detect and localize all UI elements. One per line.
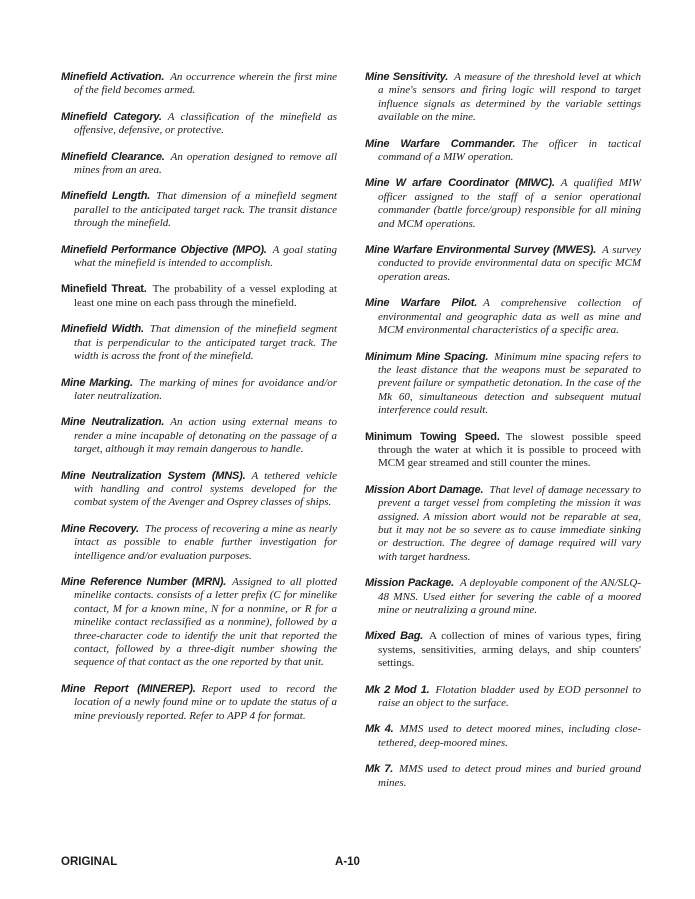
glossary-entry — [61, 244, 337, 271]
glossary-entry — [365, 577, 641, 617]
footer-page-number: A-10 — [335, 856, 360, 868]
glossary-entry — [61, 190, 337, 230]
glossary-entry — [365, 297, 641, 337]
glossary-term: Minefield Length. — [61, 190, 151, 203]
glossary-definition: Flotation bladder used by EOD personnel to raise an object to the surface. — [378, 683, 641, 710]
glossary-term: Mk 7. — [365, 763, 394, 776]
glossary-entry — [365, 177, 641, 231]
glossary-entry — [61, 111, 337, 138]
glossary-entry — [61, 377, 337, 404]
glossary-definition: The officer in tactical command of a MIW operation. — [378, 137, 641, 164]
glossary-term: Minefield Activation. — [61, 71, 165, 83]
glossary-entry — [61, 323, 337, 363]
glossary-definition: That level of damage necessary to prevent a target vessel from completing the mission it was assigned. A mission abort would not be reparable at sea, but it may not be so severe as to cause immediate sinking or destruction. The degree of damage required will vary with target hardness. — [378, 483, 641, 563]
glossary-definition: A classification of the minefield as offensive, defensive, or protective. — [74, 110, 337, 137]
glossary-term: Minefield Width. — [61, 323, 144, 336]
glossary-entry — [61, 71, 337, 98]
glossary-term: Mine W arfare Coordinator (MIWC). — [365, 177, 555, 190]
glossary-definition: MMS used to detect moored mines, including close-tethered, deep-moored mines. — [378, 723, 641, 749]
glossary-entry — [365, 431, 641, 471]
glossary-term: Minimum Mine Spacing. — [365, 350, 489, 363]
glossary-term: Minefield Threat. — [61, 283, 147, 296]
glossary-entry — [61, 416, 337, 456]
glossary-term: Mk 4. — [365, 723, 394, 736]
glossary-term: Minefield Performance Objective (MPO). — [61, 243, 267, 256]
left-column — [61, 71, 337, 803]
glossary-entry — [61, 683, 337, 723]
glossary-term: Mine Report (MINEREP). — [61, 682, 196, 695]
glossary-definition: That dimension of a minefield segment parallel to the anticipated target rack. The transit distance through the minefield. — [74, 190, 337, 230]
right-column — [365, 71, 641, 803]
glossary-definition: Assigned to all plotted minelike contacts. consists of a letter prefix (C for minelike contact, M for a known mine, N for a nonmine, or R for a minelike contact reclassified as a nonmine), followed by a three-character code to identify the unit that reported the contact, followed by a three-digit number showing the sequence of that contact as the one reported by that unit. — [74, 575, 337, 669]
glossary-entry — [365, 630, 641, 670]
glossary-term: Minefield Category. — [61, 110, 162, 123]
glossary-term: Mine Sensitivity. — [365, 71, 449, 83]
glossary-entry — [365, 351, 641, 418]
glossary-definition: A survey conducted to provide environmental data on specific MCM operation areas. — [378, 244, 641, 283]
glossary-definition: The marking of mines for avoidance and/or later neutralization. — [74, 376, 337, 402]
glossary-entry — [61, 470, 337, 510]
glossary-definition: The slowest possible speed through the water at which it is possible to proceed with MCM gear streamed and still counter the mines. — [378, 430, 641, 470]
glossary-definition: A comprehensive collection of environmental and geographic data as well as mine and MCM environmental characteristics of a specific area. — [378, 297, 641, 337]
glossary-entry — [61, 283, 337, 310]
glossary-term: Mine Warfare Commander. — [365, 137, 516, 150]
glossary-definition: A deployable component of the AN/SLQ-48 MNS. Used either for severing the cable of a moored mine or neutralizing a ground mine. — [378, 577, 641, 616]
glossary-definition: A qualified MIW officer assigned to the staff of a senior operational commander (battle force/group) responsible for all mining and MCM operations. — [378, 177, 641, 230]
glossary-definition: An operation designed to remove all mines from an area. — [74, 150, 338, 177]
glossary-definition: An action using external means to render a mine incapable of detonating on the passage of a target, although it may remain dangerous to handle. — [74, 416, 337, 456]
glossary-entry — [61, 523, 337, 563]
glossary-definition: A tethered vehicle with handling and control systems developed for the combat system of the Avenger and Osprey classes of ships. — [74, 469, 337, 509]
glossary-entry — [61, 576, 337, 670]
glossary-definition: Report used to record the location of a newly found mine or to update the status of a mine previously reported. Refer to APP 4 for format. — [74, 682, 337, 722]
glossary-term: Mine Reference Number (MRN). — [61, 575, 227, 588]
glossary-definition: Minimum mine spacing refers to the least distance that the weapons must be separated to prevent failure or sympathetic detonation. In the case of the Mk 60, simultaneous detection and subsequent mutual interference could result. — [378, 350, 641, 417]
glossary-term: Mission Abort Damage. — [365, 483, 484, 496]
glossary-entry — [365, 723, 641, 750]
glossary-term: Mine Marking. — [61, 376, 133, 389]
glossary-definition: MMS used to detect proud mines and buried ground mines. — [378, 763, 642, 789]
glossary-term: Mine Warfare Environmental Survey (MWES). — [365, 244, 597, 257]
glossary-term: Mine Recovery. — [61, 522, 139, 535]
glossary-term: Mine Warfare Pilot. — [365, 297, 478, 310]
glossary-entry — [365, 763, 641, 790]
glossary-entry — [365, 71, 641, 125]
glossary-term: Mission Package. — [365, 577, 454, 590]
glossary-definition: The process of recovering a mine as nearly intact as possible to enable further investigation for intelligence and/or evaluation purposes. — [74, 522, 337, 562]
glossary-entry — [61, 151, 337, 178]
glossary-definition: A measure of the threshold level at which a mine's sensors and firing logic will respond to target influence signals as determined by the variable settings available on the mine. — [378, 71, 641, 124]
glossary-term: Mine Neutralization. — [61, 416, 165, 429]
glossary-definition: A collection of mines of various types, firing systems, sensitivities, arming delays, and ship counters' settings. — [378, 630, 641, 670]
glossary-term: Mixed Bag. — [365, 630, 424, 643]
glossary-term: Mine Neutralization System (MNS). — [61, 469, 246, 482]
glossary-definition: The probability of a vessel exploding at least one mine on each pass through the minefield. — [74, 283, 337, 309]
glossary-definition: An occurrence wherein the first mine of the field becomes armed. — [74, 71, 337, 97]
glossary-entry — [365, 484, 641, 564]
glossary-term: Minimum Towing Speed. — [365, 430, 500, 443]
glossary-entry — [365, 684, 641, 711]
glossary-entry — [365, 244, 641, 284]
page-footer — [0, 856, 695, 872]
footer-original-label: ORIGINAL — [61, 856, 118, 868]
glossary-term: Minefield Clearance. — [61, 150, 165, 163]
glossary-definition: That dimension of the minefield segment that is perpendicular to the anticipated target track. The width is across the front of the minefield. — [74, 323, 337, 363]
glossary-entry — [365, 138, 641, 165]
glossary-definition: A goal stating what the minefield is intended to accomplish. — [74, 243, 338, 270]
glossary-term: Mk 2 Mod 1. — [365, 683, 430, 696]
